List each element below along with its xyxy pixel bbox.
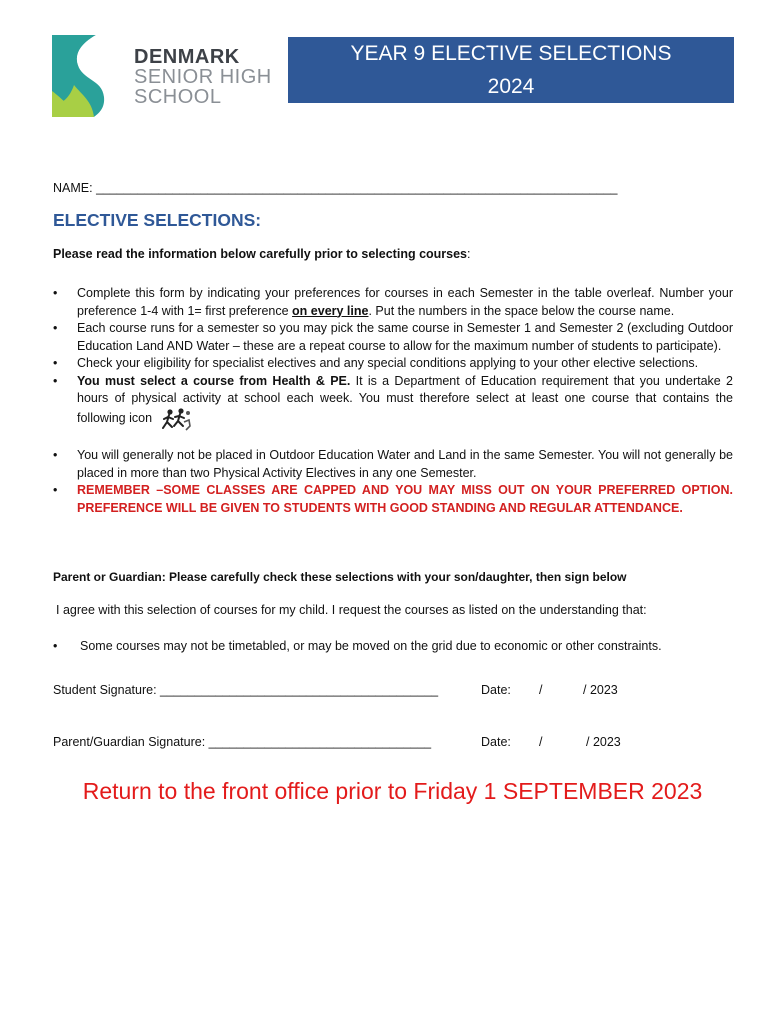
document-title-year: 2024: [487, 75, 535, 98]
bullet: •: [53, 321, 58, 335]
intro-text: [53, 247, 471, 261]
bullet: •: [53, 356, 58, 370]
running-people-icon: [162, 408, 192, 438]
emphasis-bold: You must select a course from Health & PE.: [77, 373, 351, 388]
list-item: • You will generally not be placed in Outdoor Education Water and Land in the same Semester. You will not generally be placed in more than two Physical Activity Electives in any one Semester.: [53, 448, 733, 480]
school-name-line1: DENMARK: [134, 46, 240, 68]
student-signature-row: [53, 683, 618, 697]
bullet: •: [53, 483, 58, 497]
emphasis-underlined: on every line: [292, 303, 369, 318]
warning-text: REMEMBER –SOME CLASSES ARE CAPPED AND YOU MAY MISS OUT ON YOUR PREFERRED OPTION. PREFERENCE WILL BE GIVEN TO STUDENTS WITH GOOD STANDING AND REGULAR ATTENDANCE.: [77, 483, 733, 515]
list-item: • Complete this form by indicating your preferences for courses in each Semester in the table overleaf. Number your preference 1-4 with 1= first preference on every line. Put the numbers in the space below the course name.: [53, 286, 733, 318]
parent-guardian-heading: Parent or Guardian: Please carefully check these selections with your son/daughter, then sign below: [53, 570, 627, 584]
instructions-list: [53, 285, 733, 517]
date-year: / 2023: [583, 683, 618, 697]
name-field[interactable]: [53, 181, 617, 195]
date-year: / 2023: [586, 735, 621, 749]
agreement-text: I agree with this selection of courses for my child. I request the courses as listed on the understanding that:: [56, 603, 647, 617]
document-title: YEAR 9 ELECTIVE SELECTIONS: [350, 42, 672, 65]
date-slash: /: [539, 683, 543, 697]
date-label: Date:: [481, 735, 511, 749]
date-slash: /: [539, 735, 543, 749]
bullet: •: [53, 639, 58, 653]
school-logo-mark: [52, 35, 130, 117]
student-signature-line[interactable]: ________________________________________: [160, 683, 439, 697]
school-name-line2: SENIOR HIGH: [134, 66, 272, 88]
document-title-box: [288, 37, 734, 103]
list-item: • Each course runs for a semester so you may pick the same course in Semester 1 and Semester 2 (excluding Outdoor Education Land AND Water – these are a repeat course to allow for the maximum number of students to participate).: [53, 321, 733, 353]
parent-signature-line[interactable]: ________________________________: [208, 735, 432, 749]
intro-colon: :: [467, 247, 471, 261]
parent-signature-row: [53, 735, 621, 749]
bullet: •: [53, 373, 58, 388]
condition-text: Some courses may not be timetabled, or may be moved on the grid due to economic or other constraints.: [80, 639, 662, 653]
list-item: • Check your eligibility for specialist electives and any special conditions applying to your other elective selections.: [53, 355, 733, 373]
list-item: [53, 482, 733, 517]
school-name-line3: SCHOOL: [134, 86, 222, 108]
student-signature-label: Student Signature:: [53, 683, 157, 697]
name-blank-line[interactable]: ___________________________________________________________________________: [96, 181, 618, 195]
intro-bold: Please read the information below carefully prior to selecting courses: [53, 247, 468, 261]
date-label: Date:: [481, 683, 511, 697]
bullet: •: [53, 448, 58, 462]
school-name: [134, 47, 272, 107]
name-label: NAME:: [53, 181, 93, 195]
school-logo: [52, 35, 287, 117]
parent-signature-label: Parent/Guardian Signature:: [53, 735, 206, 749]
section-title: ELECTIVE SELECTIONS:: [53, 210, 262, 230]
list-item: • You must select a course from Health & PE. It is a Department of Education requirement that you undertake 2 hours of physical activity at school each week. You must therefore select at least one course that contains the following icon: [53, 373, 733, 438]
bullet: •: [53, 286, 58, 300]
return-notice: Return to the front office prior to Friday 1 SEPTEMBER 2023: [82, 778, 703, 804]
